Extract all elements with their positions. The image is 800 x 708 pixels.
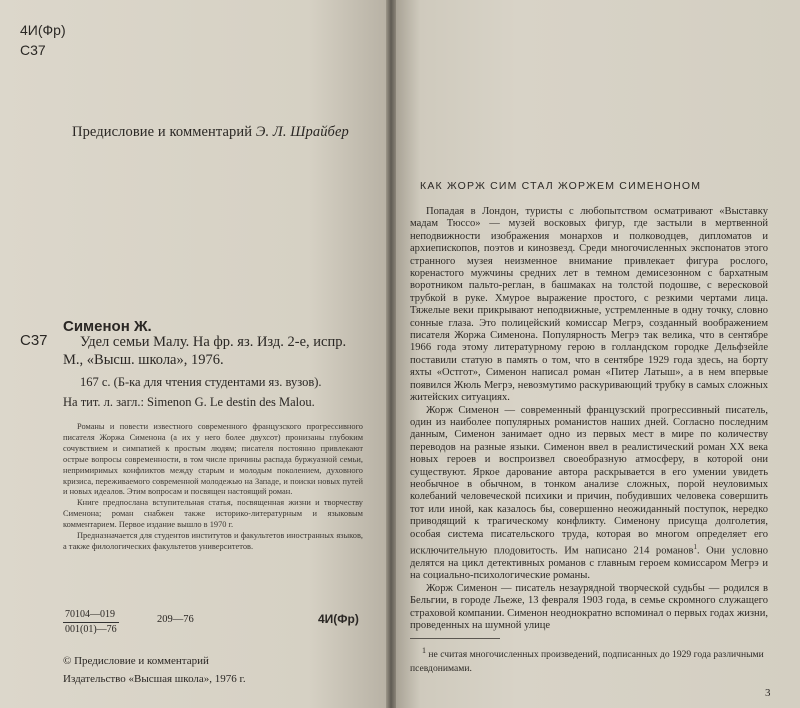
publisher-copyright: Издательство «Высшая школа», 1976 г. [63,673,246,685]
book-annotation [63,422,363,553]
preface-credit [72,124,349,141]
classification-codes [20,20,66,60]
article-body [410,206,768,632]
paragraph-2-text: Жорж Сименон — современный французский прогрессивный писатель, один из наиболее популярных романистов наших дней. Согласно последним данным, Сименон занимает одно из первых мест в мире по количеству переводов на разные языки. Сименон ввел в реалистический роман XX века новых героев и воспроизвел своеобразную атмосферу, в которой они существуют. Яркое дарование автора раскрывается в его умении увидеть необычное в обычном, в тонком анализе сложных, порой неуловимых колебаний человеческой психики и причин, побудивших человека совершить тот или иной, как казалось бы, совершенно неожиданный поступок, нередко приводящий к трагическому конфликту. Сименону присуща долголетия, особая система писательского труда, которая во многом определяет его исключительную плодовитость. Им написано 214 романов [410,404,768,557]
footnote-divider [410,638,500,639]
annotation-paragraph: Романы и повести известного современного французского прогрессивного писателя Жоржа Сименона (а их у него более двухсот) пронизаны глубоким сочувствием и симпатией к простым людям; писателя постоянно привлекают острые вопросы современности, в том числе причины распада буржуазной семьи, непримиримых конфликтов между старым и молодым поколением, духовного кризиса, переживаемого современной молодежью на Западе, и поиски новых путей и новых идеалов. Этим вопросам и посвящен настоящий роман. [63,422,363,497]
annotation-paragraph: Книге предпослана вступительная статья, посвященная жизни и творчеству Сименона; роман снабжен также историко-литературным и языковым комментарием. Первое издание вышло в 1970 г. [63,498,363,530]
book-gutter [386,0,396,708]
footnote-mark: 1 [693,542,697,551]
preface-label: Предисловие и комментарий [72,124,253,140]
preface-editor: Э. Л. Шрайбер [255,124,349,140]
bibliographic-code: 4И(Фр) [318,612,359,626]
page-number: 3 [765,687,771,699]
catalog-code: С37 [20,332,48,349]
fraction-denominator: 001(01)—76 [65,624,117,635]
classification-code-bbk: 4И(Фр) [20,22,66,38]
catalog-publisher-line: М., «Высш. школа», 1976. [63,352,224,368]
paragraph-2-tail: . Они условно делятся на цикл детективных романов с главным героем комиссаром Мегрэ и на социально-психологические романы. [410,545,768,582]
copyright-line: © Предисловие и комментарий [63,655,209,667]
catalog-pages-line: 167 с. (Б-ка для чтения студентами яз. вузов). [80,375,322,389]
catalog-author: Сименон Ж. [63,318,152,335]
footnote-text: не считая многочисленных произведений, подписанных до 1929 года различными псевдонимами. [410,649,764,675]
article-paragraph-1: Попадая в Лондон, туристы с любопытством осматривают «Выставку мадам Тюссо» — музей восковых фигур, где застыли в мертвенной неподвижности изображения монархов и полководцев, дипломатов и архиепископов, поэтов и кинозвезд. Среди многочисленных экспонатов этого странного музея неизменное внимание привлекает фигура рослого, коренастого мужчины средних лет в темном демисезонном с бархатным воротником пальто-реглан, в башмаках на толстой подошве, с вересковой трубкой в руке. Хмурое выражение простого, с резкими чертами лица. Тяжелые веки прикрывают неподвижные, устремленные в одну точку, словно сонные глаза. Это полицейский комиссар Мегрэ, созданный воображением писателя Жоржа Сименона. Популярность Мегрэ так велика, что в сентябре 1966 года этому литературному герою в голландском городке Дельфзейле поставили статую в память о том, что в сентябре 1929 года здесь, на борту яхты «Остгот», Сименон написал роман «Питер Латыш», а в нем впервые появился Жюль Мегрэ, невозмутимо раскуривающий трубку в самых сложных житейских ситуациях. [410,206,768,404]
catalog-title-line: Удел семьи Малу. На фр. яз. Изд. 2-е, испр. [80,334,347,350]
classification-code-author: С37 [20,42,46,58]
article-paragraph-3: Жорж Сименон — писатель незаурядной творческой судьбы — родился в Бельгии, в городе Льеже, 13 февраля 1903 года, в семье скромного служащего страховой компании. Сименон неоднократно вспоминал о первых годах жизни, проведенных на шумной улице [410,582,768,631]
catalog-original-title: На тит. л. загл.: Simenon G. Le destin des Malou. [63,395,315,409]
footnote [410,644,768,676]
left-page [0,0,386,708]
bibliographic-fraction [63,608,119,637]
footnote-number: 1 [422,646,426,655]
bibliographic-number: 209—76 [157,614,194,625]
fraction-numerator: 70104—019 [63,608,119,623]
annotation-paragraph: Предназначается для студентов институтов и факультетов иностранных языков, а также филологических факультетов университетов. [63,531,363,551]
article-paragraph-2 [410,405,768,583]
chapter-heading: КАК ЖОРЖ СИМ СТАЛ ЖОРЖЕМ СИМЕНОНОМ [420,180,702,192]
